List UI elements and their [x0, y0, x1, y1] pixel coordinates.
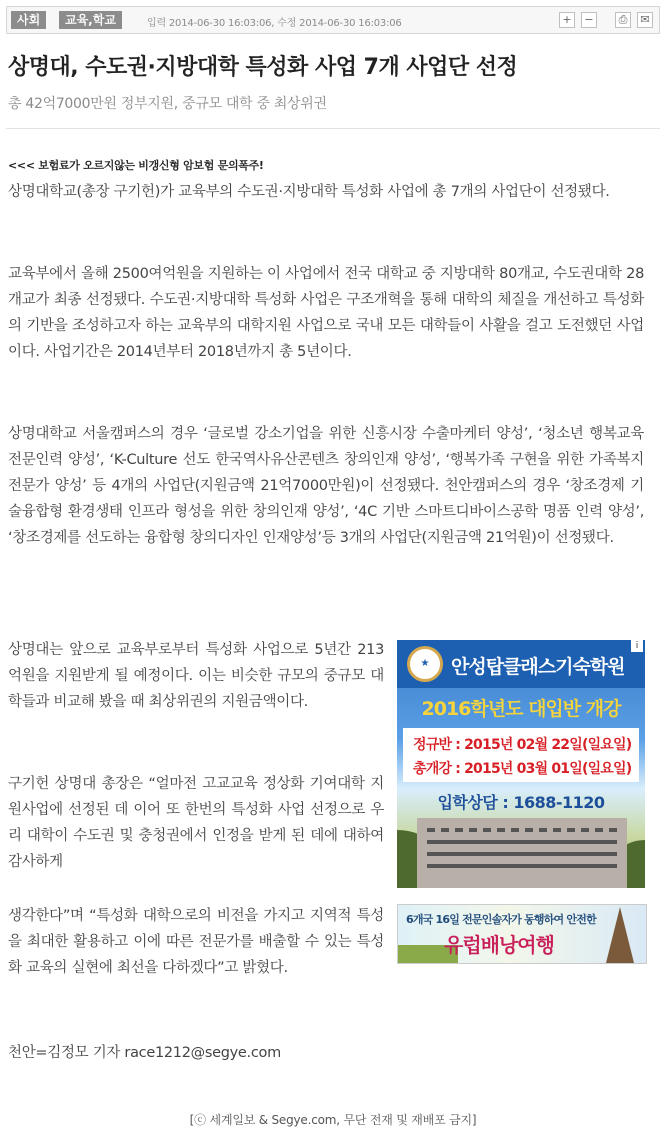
category-link-society[interactable]: 사회 [11, 11, 46, 29]
article-header-bar [6, 6, 660, 34]
article-tools [559, 12, 653, 28]
print-icon[interactable]: ⎙ [615, 12, 631, 28]
paragraph-2: 교육부에서 올해 2500여억원을 지원하는 이 사업에서 전국 대학교 중 지방대학 80개교, 수도권대학 28개교가 최종 선정됐다. 수도권·지방대학 특성화 사업은 구조개혁을 통해 대학의 체질을 개선하고 특성화의 기반을 조성하고자 하는 교육부의 대학지원 사업으로 국내 모든 대학들이 사활을 걸고 도전했던 사업이다. 사업기간은 2014년부터 2018년까지 총 5년이다. [8, 266, 644, 360]
academy-logo-icon: ★ [407, 646, 443, 682]
ad-schedule-box [403, 728, 639, 782]
promo-link[interactable]: <<< 보험료가 오르지않는 비갱신형 암보험 문의폭주! [8, 159, 264, 172]
font-increase-button[interactable]: + [559, 12, 575, 28]
ad-academy-name: 안성탑클래스기숙학원 [451, 656, 625, 678]
copyright-footer: [ⓒ 세계일보 & Segye.com, 무단 전재 및 재배포 금지] [189, 1113, 477, 1127]
eiffel-tower-icon [606, 907, 634, 963]
category-link-education[interactable]: 교육,학교 [59, 11, 122, 29]
ad-travel-line-2: 유럽배낭여행 [444, 933, 554, 957]
ad-schedule-line-2: 총개강 : 2015년 03월 01일(일요일) [413, 761, 632, 777]
article-byline: 천안=김정모 기자 race1212@segye.com [8, 1045, 281, 1061]
ad-schedule-line-1: 정규반 : 2015년 02월 22일(일요일) [413, 737, 632, 753]
divider [6, 128, 660, 129]
email-icon[interactable]: ✉ [637, 12, 653, 28]
paragraph-5: 구기헌 상명대 총장은 “얼마전 고교교육 정상화 기여대학 지원사업에 선정된 데 이어 또 한번의 특성화 사업 선정으로 우리 대학이 수도권 및 충청권에서 인정을 받게 된 데에 대하여 감사하게 [8, 776, 384, 870]
article-title: 상명대, 수도권·지방대학 특성화 사업 7개 사업단 선정 [8, 55, 518, 80]
ad-year-text: 2016학년도 대입반 개강 [421, 698, 621, 720]
paragraph-1: 상명대학교(총장 구기헌)가 교육부의 수도권·지방대학 특성화 사업에 총 7개의 사업단이 선정됐다. [8, 184, 610, 200]
ad-travel-line-1: 6개국 16일 전문인솔자가 동행하여 안전한 [406, 913, 596, 926]
article-subtitle: 총 42억7000만원 정부지원, 중규모 대학 중 최상위권 [8, 96, 327, 112]
paragraph-6: 생각한다”며 “특성화 대학으로의 비전을 가지고 지역적 특성을 최대한 활용하고 이에 따른 전문가를 배출할 수 있는 특성화 교육의 실현에 최선을 다하겠다”고 밝혔다. [8, 908, 384, 976]
ad-banner-travel[interactable] [397, 904, 647, 964]
ad-phone: 입학상담 : 1688-1120 [437, 793, 605, 812]
font-decrease-button[interactable]: − [581, 12, 597, 28]
article-dates: 입력 2014-06-30 16:03:06, 수정 2014-06-30 16:03:06 [147, 18, 402, 29]
paragraph-3: 상명대학교 서울캠퍼스의 경우 ‘글로벌 강소기업을 위한 신흥시장 수출마케터 양성’, ‘청소년 행복교육 전문인력 양성’, ‘K-Culture 선도 한국역사유산콘텐츠 창의인재 양성’, ‘행복가족 구현을 위한 가족복지전문가 양성’ 등 4개의 사업단(지원금액 21억7000만원)이 선정됐다. 천안캠퍼스의 경우 ‘창조경제 기술융합형 환경생태 인프라 형성을 위한 창의인재 양성’, ‘4C 기반 스마트디바이스공학 명품 인력 양성’, ‘창조경제를 선도하는 융합형 창의디자인 인재양성’등 3개의 사업단(지원금액 21억원)이 선정됐다. [8, 426, 644, 546]
ad-banner-academy[interactable] [397, 640, 645, 888]
paragraph-4: 상명대는 앞으로 교육부로부터 특성화 사업으로 5년간 213억원을 지원받게 될 예정이다. 이는 비슷한 규모의 중규모 대학들과 비교해 봤을 때 최상위권의 지원금액이다. [8, 642, 384, 710]
ad-building-image [417, 818, 627, 888]
ad-info-icon[interactable]: i [631, 640, 643, 652]
